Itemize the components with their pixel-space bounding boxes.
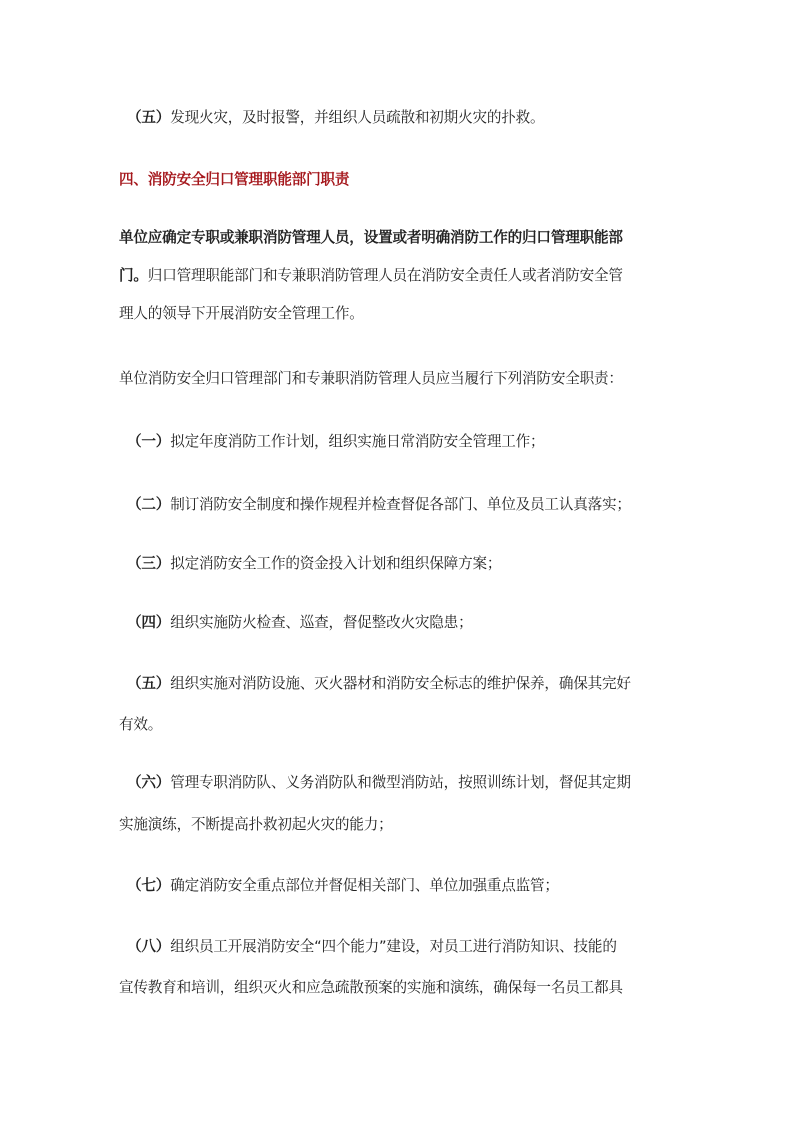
intro-line-3: 理人的领导下开展消防安全管理工作。	[119, 305, 364, 322]
list-item	[127, 554, 501, 574]
intro-line-2	[119, 266, 623, 286]
item-text: 组织实施防火检查、巡查，督促整改火灾隐患；	[170, 614, 473, 631]
item-label: （四）	[127, 614, 171, 631]
item-label: （二）	[127, 496, 171, 513]
item-label: （七）	[127, 877, 171, 894]
item-text: 组织员工开展消防安全“四个能力”建设，对员工进行消防知识、技能的	[170, 938, 617, 955]
item-text: 发现火灾，及时报警，并组织人员疏散和初期火灾的扑救。	[170, 109, 545, 126]
item-label: （五）	[127, 109, 171, 126]
list-item	[127, 432, 544, 452]
item-label: （三）	[127, 555, 171, 572]
item-text: 管理专职消防队、义务消防队和微型消防站，按照训练计划，督促其定期	[170, 774, 631, 791]
list-item	[127, 108, 544, 128]
item-label: （五）	[127, 675, 171, 692]
lead-paragraph: 单位消防安全归口管理部门和专兼职消防管理人员应当履行下列消防安全职责：	[119, 370, 623, 387]
list-item	[127, 773, 631, 793]
item-label: （八）	[127, 938, 171, 955]
section-heading: 四、消防安全归口管理职能部门职责	[119, 171, 350, 188]
list-item-continuation: 宣传教育和培训，组织灭火和应急疏散预案的实施和演练，确保每一名员工都具	[119, 979, 623, 996]
list-item	[127, 937, 617, 957]
item-text: 组织实施对消防设施、灭火器材和消防安全标志的维护保养，确保其完好	[170, 675, 631, 692]
list-item	[127, 613, 472, 633]
list-item-continuation: 实施演练，不断提高扑救初起火灾的能力；	[119, 816, 393, 833]
list-item-continuation: 有效。	[119, 716, 163, 733]
list-item	[127, 876, 559, 896]
list-item	[127, 495, 631, 515]
item-text: 拟定消防安全工作的资金投入计划和组织保障方案；	[170, 555, 502, 572]
list-item	[127, 674, 631, 694]
intro-text: 归口管理职能部门和专兼职消防管理人员在消防安全责任人或者消防安全管	[147, 267, 623, 284]
intro-line-1: 单位应确定专职或兼职消防管理人员，设置或者明确消防工作的归口管理职能部	[119, 229, 623, 246]
item-text: 制订消防安全制度和操作规程并检查督促各部门、单位及员工认真落实；	[170, 496, 631, 513]
item-label: （六）	[127, 774, 171, 791]
intro-bold-end: 门。	[119, 267, 148, 284]
item-label: （一）	[127, 433, 171, 450]
item-text: 拟定年度消防工作计划，组织实施日常消防安全管理工作；	[170, 433, 545, 450]
item-text: 确定消防安全重点部位并督促相关部门、单位加强重点监管；	[170, 877, 559, 894]
